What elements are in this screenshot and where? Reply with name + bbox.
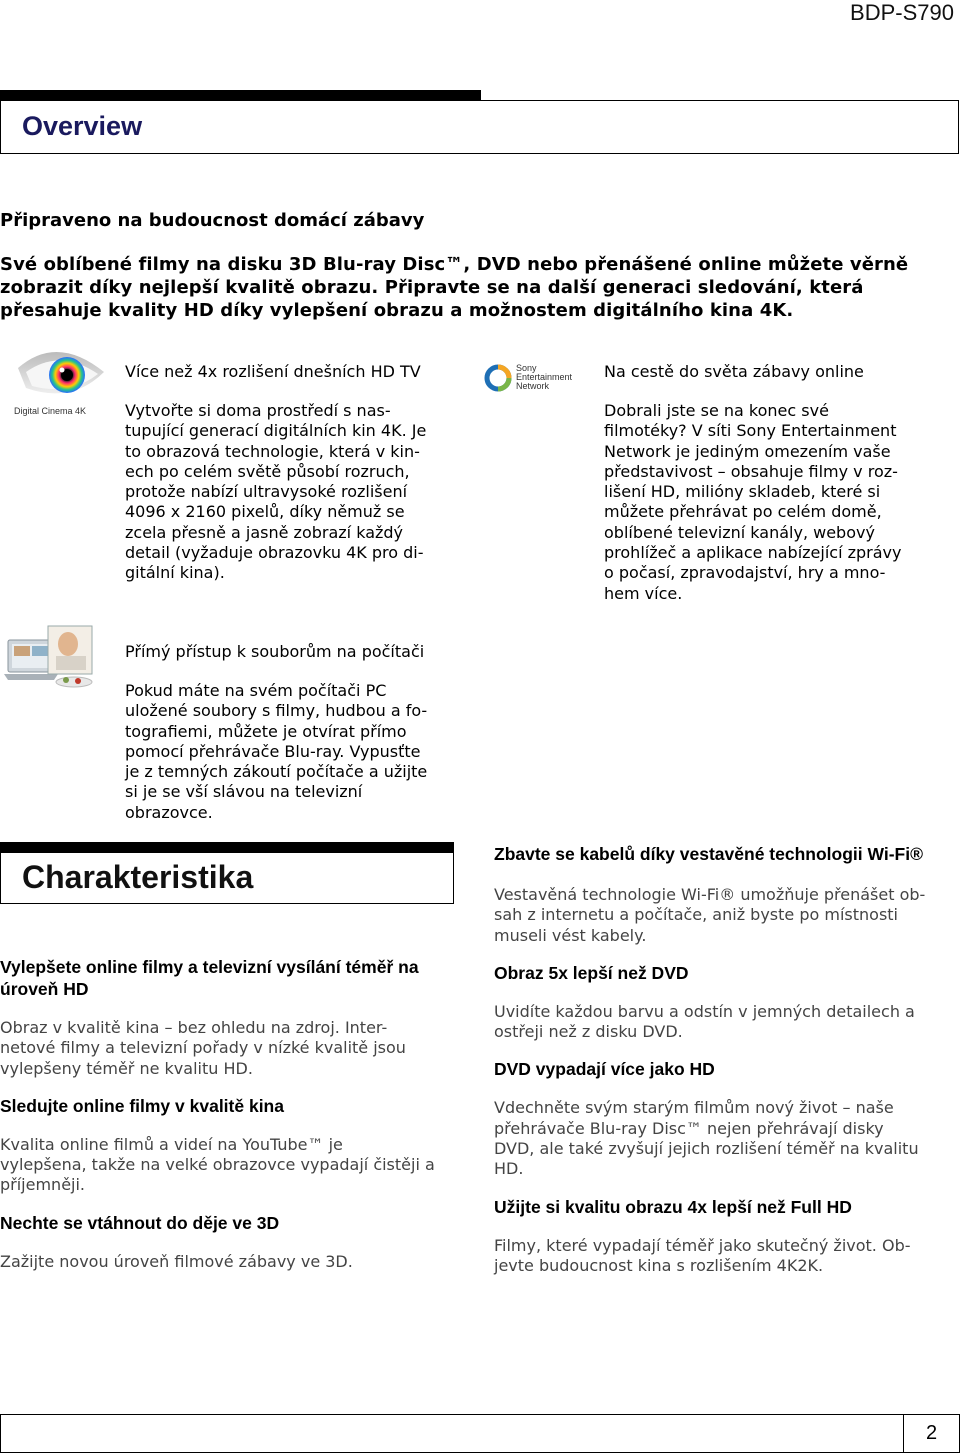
char-text-line: Kvalita online filmů a videí na YouTube™ je [0,1134,343,1154]
text-line: zcela přesně a jasně zobrazí každý [125,522,404,542]
char-item [0,1095,470,1196]
text-line: tografiemi, můžete je otvírat přímo [125,721,407,741]
text-line: oblíbené televizní kanály, webový [604,522,875,542]
char-text-line: Uvidíte každou barvu a odstín v jemných detailech a [494,1001,915,1021]
text-line: můžete přehrávat po celém domě, [604,502,882,522]
char-text-line: DVD, ale také zvyšují jejich rozlišení téměř na kvalitu [494,1139,919,1159]
char-heading: DVD vypadají více jako HD [494,1059,715,1080]
char-text-line: přehrávače Blu-ray Disc™ nejen přehrávají disky [494,1118,884,1138]
char-right-column [494,843,960,1276]
char-heading: Vylepšete online filmy a televizní vysílání téměř na [0,957,419,977]
text-line: uložené soubory s filmy, hudbou a fo- [125,701,428,721]
lead-line: přesahuje kvality HD díky vylepšení obrazu a možnostem digitálního kina 4K. [0,300,794,321]
char-text-line: příjemněji. [0,1175,86,1195]
text-line: představivost – obsahuje filmy v roz- [604,461,898,481]
laptop-photos-icon [4,622,96,690]
char-header-box [0,852,454,904]
char-text-line: Obraz v kvalitě kina – bez ohledu na zdroj. Inter- [0,1018,388,1037]
lead-paragraph [0,253,960,322]
char-left-column [0,956,470,1272]
text-line: si je se vší slávou na televizní [125,782,363,802]
overview-title: Overview [22,111,143,141]
page-number: 2 [925,1422,938,1444]
char-text-line: ostřeji než z disku DVD. [494,1022,683,1042]
char-heading: Sledujte online filmy v kvalitě kina [0,1095,284,1116]
char-heading: Užijte si kvalitu obrazu 4x lepší než Full HD [494,1196,852,1217]
text-line: obrazovce. [125,802,213,822]
feature-text-pc [125,681,470,823]
char-text-line: vylepšena, takže na velké obrazovce vypadají čistěji a [0,1155,435,1175]
overview-header-box [0,100,959,154]
sony-entertainment-network-logo [484,362,584,394]
text-line: hem více. [604,583,683,603]
text-line: Network je jediným omezením vaše [604,441,891,461]
text-line: pomocí přehrávače Blu-ray. Vypusťte [125,741,421,761]
text-line: je z temných zákoutí počítače a užijte [125,762,428,782]
char-text-line: jevte budoucnost kina s rozlišením 4K2K. [494,1255,824,1275]
text-line: filmotéky? V síti Sony Entertainment [604,421,897,441]
char-text-line: Filmy, které vypadají téměř jako skutečný život. Ob- [494,1235,911,1255]
sen-label [516,364,572,391]
sen-label-line: Entertainment [516,372,573,382]
char-heading: úroveň HD [0,979,89,999]
sen-label-line: Sony [516,363,537,373]
sen-label-line: Network [516,381,550,391]
char-heading: Nechte se vtáhnout do děje ve 3D [0,1212,280,1233]
char-item [0,956,470,1079]
char-heading: Zbavte se kabelů díky vestavěné technologii Wi-Fi® [494,844,923,864]
char-text-line: vylepšeny téměř ne kvalitu HD. [0,1058,253,1078]
char-text-line: Vdechněte svým starým filmům nový život – naše [494,1098,894,1118]
char-item [0,1212,470,1272]
char-heading: Obraz 5x lepší než DVD [494,962,689,983]
char-title: Charakteristika [22,859,254,895]
text-line: Vytvořte si doma prostředí s nas- [125,401,391,420]
overview-header-bar [0,90,481,100]
char-header-bar [0,842,454,852]
text-line: protože nabízí ultravysoké rozlišení [125,482,408,502]
text-line: lišení HD, milióny skladeb, které si [604,482,881,502]
text-line: ech po celém světě působí rozruch, [125,461,410,481]
text-line: tupující generací digitálních kin 4K. Je [125,421,427,441]
char-text-line: HD. [494,1159,524,1179]
char-text-line: Zažijte novou úroveň filmové zábavy ve 3D. [0,1251,353,1271]
char-text-line: Vestavěná technologie Wi-Fi® umožňuje přenášet ob- [494,885,926,904]
text-line: Pokud máte na svém počítači PC [125,681,387,700]
pc-files-image [4,622,96,690]
char-item [494,1058,960,1179]
text-line: Dobrali jste se na konec své [604,401,829,420]
text-line: to obrazová technologie, která v kin- [125,441,420,461]
char-text-line: museli vést kabely. [494,925,647,945]
digital-cinema-4k-logo [12,338,112,426]
feature-text-sen [604,401,949,604]
text-line: o počasí, zpravodajství, hry a mno- [604,563,886,583]
char-item [494,843,960,946]
lead-line: zobrazit díky nejlepší kvalitě obrazu. Připravte se na další generaci sledování, která [0,277,864,298]
digital-cinema-label: Digital Cinema 4K [14,406,87,416]
char-item [494,962,960,1043]
feature-title-sen: Na cestě do světa zábavy online [604,362,864,381]
feature-title-pc: Přímý přístup k souborům na počítači [125,642,425,661]
char-text-line: sah z internetu a počítače, aniž byste po místnosti [494,905,898,925]
footer-box [0,1414,960,1453]
sen-ring-icon [484,364,512,392]
text-line: prohlížeč a aplikace nabízející zprávy [604,543,902,563]
lead-line: Své oblíbené filmy na disku 3D Blu-ray Disc™, DVD nebo přenášené online můžete věrně [0,254,909,275]
char-text-line: netové filmy a televizní pořady v nízké kvalitě jsou [0,1038,406,1058]
text-line: 4096 x 2160 pixelů, díky němuž se [125,502,405,522]
char-item [494,1196,960,1277]
text-line: gitální kina). [125,563,225,583]
text-line: detail (vyžaduje obrazovku 4K pro di- [125,543,424,563]
feature-text-4k [125,401,470,584]
lead-heading: Připraveno na budoucnost domácí zábavy [0,210,425,231]
model-name: BDP-S790 [850,0,954,25]
feature-title-4k: Více než 4x rozlišení dnešních HD TV [125,362,421,381]
